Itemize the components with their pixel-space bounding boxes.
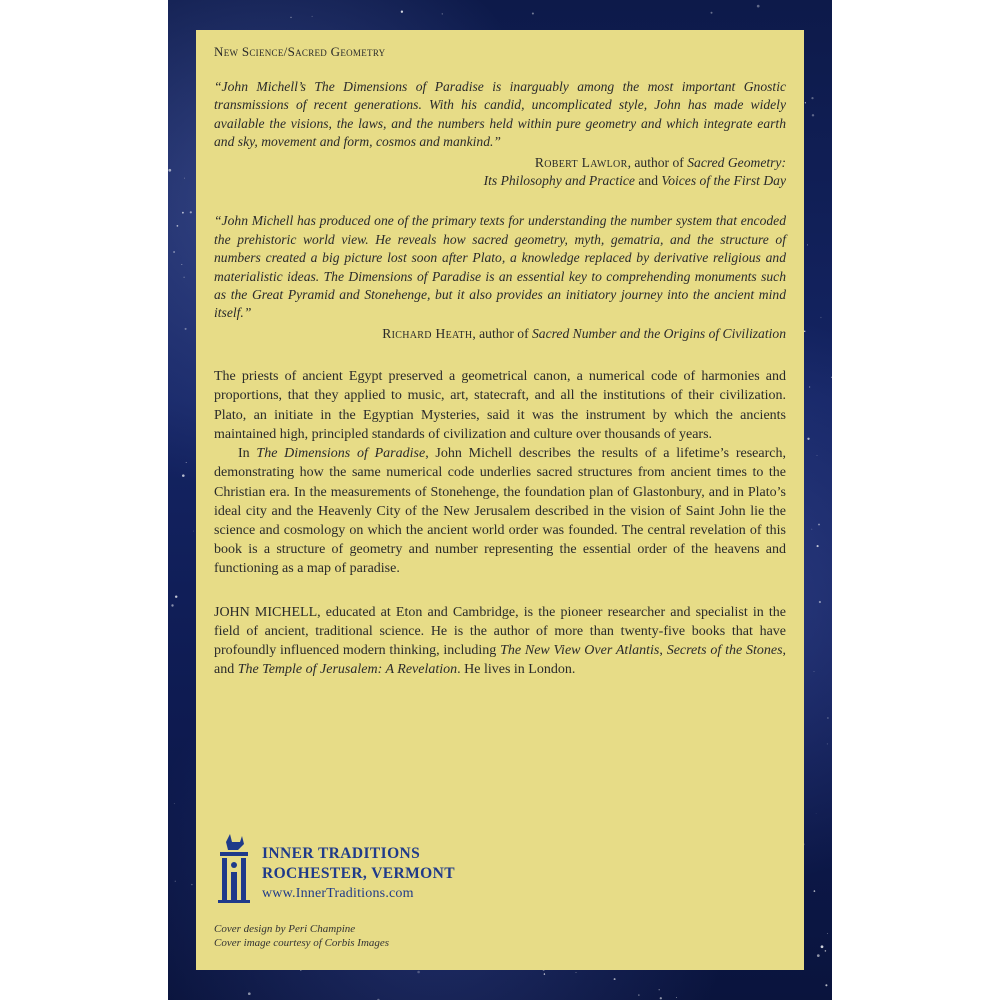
star <box>185 328 187 330</box>
author-bio-sep1: , <box>659 642 667 658</box>
jackal-doorway-logo-icon <box>214 832 254 904</box>
star <box>181 264 182 265</box>
star <box>817 954 820 957</box>
star <box>183 277 184 278</box>
star <box>825 950 827 952</box>
star <box>827 743 828 744</box>
quote-heath-attribution <box>214 325 786 343</box>
star <box>417 971 420 974</box>
star <box>811 529 812 530</box>
publisher-block <box>214 832 455 904</box>
author-bio-book2: Secrets of the Stones <box>666 642 783 658</box>
star <box>818 524 820 526</box>
quote-lawlor: “John Michell’s The Dimensions of Paradise is inarguably among the most important Gnostic transmissions of recent generations. With his candid, uncomplicated style, John has made widely available the visions, the laws, and the numbers held within pure geometry and which integrate earth and sky, movement and form, cosmos and mankind.” <box>214 79 786 150</box>
star <box>182 474 185 477</box>
star <box>186 462 187 463</box>
cover-design-credit: Cover design by Peri Champine <box>214 923 356 935</box>
star <box>825 984 827 986</box>
star <box>532 12 534 14</box>
quote-lawlor-book2: Voices of the First Day <box>661 173 786 189</box>
quote-lawlor-book1: Sacred Geometry: <box>687 154 786 170</box>
star <box>804 331 805 332</box>
star <box>174 803 175 804</box>
star <box>831 377 832 378</box>
star <box>812 114 814 116</box>
star <box>805 102 806 103</box>
author-bio-sep2: , and <box>214 642 787 678</box>
star <box>814 890 816 892</box>
star <box>576 972 577 973</box>
star <box>177 225 179 227</box>
star <box>171 604 173 606</box>
star <box>173 251 175 253</box>
star <box>312 16 313 17</box>
star <box>819 601 821 603</box>
star <box>807 438 809 440</box>
author-bio-book1: The New View Over Atlantis <box>500 642 660 658</box>
star <box>544 973 545 974</box>
star <box>175 595 177 597</box>
description-p2-title: The Dimensions of Paradise <box>256 446 426 462</box>
description-p2-prefix: In <box>238 446 257 462</box>
star <box>757 5 760 8</box>
star <box>820 317 821 318</box>
star <box>814 671 815 672</box>
quote-lawlor-attribution <box>214 154 786 191</box>
category-label: New Science/Sacred Geometry <box>214 44 386 59</box>
star <box>817 455 818 456</box>
quote-lawlor-attr-and: and <box>634 173 662 189</box>
quote-heath-book: Sacred Number and the Origins of Civilization <box>532 325 786 341</box>
star <box>442 13 443 14</box>
star <box>816 813 817 814</box>
star <box>809 387 810 388</box>
star <box>638 995 639 996</box>
star <box>827 717 828 718</box>
star <box>184 178 185 179</box>
star <box>190 211 192 213</box>
star <box>175 881 176 882</box>
quote-lawlor-attr-prefix: , author of <box>627 154 688 170</box>
author-bio-part1: JOHN MICHELL, educated at Eton and Cambridge, is the pioneer researcher and specialist in the field of ancient, traditional science. He is the author of more than twenty-five books that have profoundly influenced modern thinking, including <box>214 604 786 658</box>
cover-credits <box>214 922 389 950</box>
star <box>660 997 662 999</box>
quote-lawlor-book1b: Its Philosophy and Practice <box>483 173 635 189</box>
star <box>659 989 660 990</box>
text-panel <box>196 30 804 970</box>
star <box>711 12 713 14</box>
star <box>811 97 813 99</box>
star <box>614 978 616 980</box>
star <box>168 169 171 172</box>
publisher-name: INNER TRADITIONS <box>262 845 421 862</box>
star <box>807 244 808 245</box>
star <box>193 531 194 532</box>
description-paragraph-2 <box>214 444 786 578</box>
author-bio-part2: . He lives in London. <box>457 662 576 678</box>
quote-heath: “John Michell has produced one of the primary texts for understanding the number system that encoded the prehistoric world view. He reveals how sacred geometry, myth, gematria, and the structure of numbers created a big picture lost soon after Plato, a knowledge replaced by derivative religious and materialistic ideas. The Dimensions of Paradise is an essential key to comprehending monuments such as the Great Pyramid and Stonehenge, but it also provides an initiatory journey into the ancient mind itself.” <box>214 213 786 321</box>
description-paragraph-1: The priests of ancient Egypt preserved a geometrical canon, a numerical code of harmonies and proportions, that they applied to music, art, statecraft, and all the institutions of their civilization. Plato, an initiate in the Egyptian Mysteries, said it was the instrument by which the ancients maintained high, principled standards of civilization and culture over thousands of years. <box>214 369 786 442</box>
quote-heath-author: Richard Heath <box>382 325 473 341</box>
cover-image-credit: Cover image courtesy of Corbis Images <box>214 937 390 949</box>
quote-heath-attr-prefix: , author of <box>472 325 532 341</box>
publisher-url[interactable]: www.InnerTraditions.com <box>262 886 414 901</box>
star <box>821 945 824 948</box>
quote-lawlor-author: Robert Lawlor <box>534 154 628 170</box>
star <box>290 17 291 18</box>
star <box>248 992 251 995</box>
book-back-cover <box>168 0 832 1000</box>
star <box>401 11 403 13</box>
star <box>191 884 192 885</box>
publisher-location: ROCHESTER, VERMONT <box>262 865 455 882</box>
star <box>182 212 184 214</box>
description-p2-rest: , John Michell describes the results of a lifetime’s research, demonstrating how the same numerical code underlies sacred structures from ancient times to the Christian era. In the measurements of Stonehenge, the foundation plan of Glastonbury, and in Plato’s ideal city and the Heavenly City of the New Jerusalem described in the vision of Saint John lie the science and cosmology on which the ancient world order was founded. The central revelation of this book is a structure of geometry and number representing the essential order of the heavens and functioning as a map of paradise. <box>214 446 786 577</box>
star <box>827 933 828 934</box>
author-bio-book3: The Temple of Jerusalem: A Revelation <box>237 662 458 678</box>
author-bio <box>214 603 786 680</box>
star <box>676 997 677 998</box>
star <box>817 545 819 547</box>
